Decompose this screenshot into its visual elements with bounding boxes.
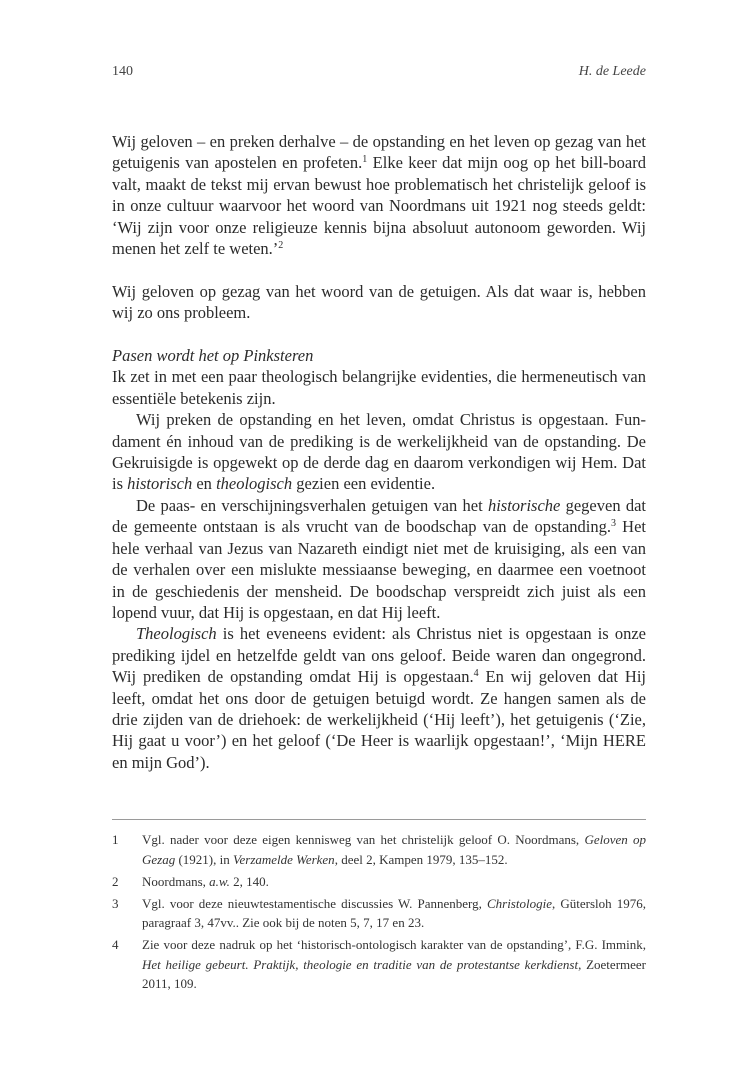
- running-head-author: H. de Leede: [578, 64, 646, 79]
- main-text: [112, 131, 646, 773]
- footnote-ref-1[interactable]: 1: [362, 154, 368, 166]
- footnote-2: 2 Noordmans, a.w. 2, 140.: [112, 872, 646, 892]
- paragraph-3: Ik zet in met een paar theologisch belangrijke evidenties, die hermeneutisch van essentiële betekenis zijn.: [112, 367, 646, 408]
- footnote-number: 4: [112, 937, 119, 952]
- footnote-number: 3: [112, 895, 119, 911]
- footnote-ref-2[interactable]: 2: [278, 240, 284, 252]
- footnote-4: 4 Zie voor deze nadruk op het ‘historisch-ontologisch karakter van de opstanding’, F.G. Immink, Het heilige gebeurt. Praktijk, theologie en traditie van de protestantse kerkdienst, Zoetermeer 2011, 109.: [112, 937, 647, 991]
- footnote-ref-3[interactable]: 3: [611, 518, 616, 530]
- footnote-number: 2: [112, 873, 119, 889]
- paragraph-1: Wij geloven – en preken derhalve – de opstanding en het leven op gezag van het getuigenis van apostelen en profeten.$^1$ Elke keer dat mijn oog op het bill-board valt, maakt de tekst mij ervan bewust hoe problematisch het christelijk geloof is in onze cultuur waarvoor het woord van Noordmans uit 1921 nog steeds geldt: ‘Wij zijn voor onze religieuze kennis bijna absoluut autonoom geworden. Wij menen het zelf te weten.’$^2$: [112, 132, 647, 259]
- paragraph-spacer: [112, 324, 646, 345]
- paragraph-4: Wij preken de opstanding en het leven, omdat Christus is opgestaan. Fun-dament én inhoud van de prediking is de werkelijkheid van de opstanding. De Gekruisigde is opgewekt op de derde dag en daarom verkondigen wij Hem. Dat is historisch en theologisch gezien een evidentie.: [112, 410, 646, 494]
- section-heading: Pasen wordt het op Pinksteren: [112, 346, 314, 366]
- page-header: [112, 64, 646, 84]
- paragraph-2: Wij geloven op gezag van het woord van de getuigen. Als dat waar is, hebben wij zo ons probleem.: [112, 281, 646, 323]
- page-number: 140: [112, 64, 133, 79]
- footnotes: [112, 830, 646, 996]
- footnote-3: 3 Vgl. voor deze nieuwtestamentische discussies W. Pannenberg, Christologie, Gütersloh 1976, paragraaf 3, 47vv.. Zie ook bij de noten 5, 7, 17 en 23.: [112, 895, 646, 930]
- footnote-number: 1: [112, 832, 119, 847]
- paragraph-5: De paas- en verschijningsverhalen getuigen van het historische gegeven dat de gemeente ontstaan is als vrucht van de boodschap van de opstanding.$^3$ Het hele verhaal van Jezus van Nazareth eindigt niet met de kruisiging, als een van de verhalen over een mislukte messiaanse beweging, en daarmee een voetnoot in de geschiedenis der mensheid. De boodschap verspreidt zich juist als een lopend vuur, dat Hij is opgestaan, en dat Hij leeft.: [112, 495, 646, 622]
- paragraph-spacer: [112, 259, 646, 280]
- footnote-separator: [112, 819, 646, 820]
- paragraph-6: Theologisch is het eveneens evident: als Christus niet is opgestaan is onze prediking ijdel en hetzelfde geldt van ons geloof. Beide waren dan ongegrond. Wij prediken de opstanding omdat Hij is opgestaan.$^4$ En wij geloven dat Hij leeft, omdat het ons door de getuigen betuigd wordt. Ze hangen samen als de drie zijden van de driehoek: de werkelijkheid (‘Hij leeft’), het getuigenis (‘Zie, Hij gaat u voor’) en het geloof (‘De Heer is waarlijk opgestaan!’, ‘Mijn HERE en mijn God’).: [112, 624, 646, 772]
- footnote-ref-4[interactable]: 4: [473, 668, 479, 680]
- footnote-1: 1 Vgl. nader voor deze eigen kennisweg van het christelijk geloof O. Noordmans, Geloven op Gezag (1921), in Verzamelde Werken, deel 2, Kampen 1979, 135–152.: [112, 832, 647, 867]
